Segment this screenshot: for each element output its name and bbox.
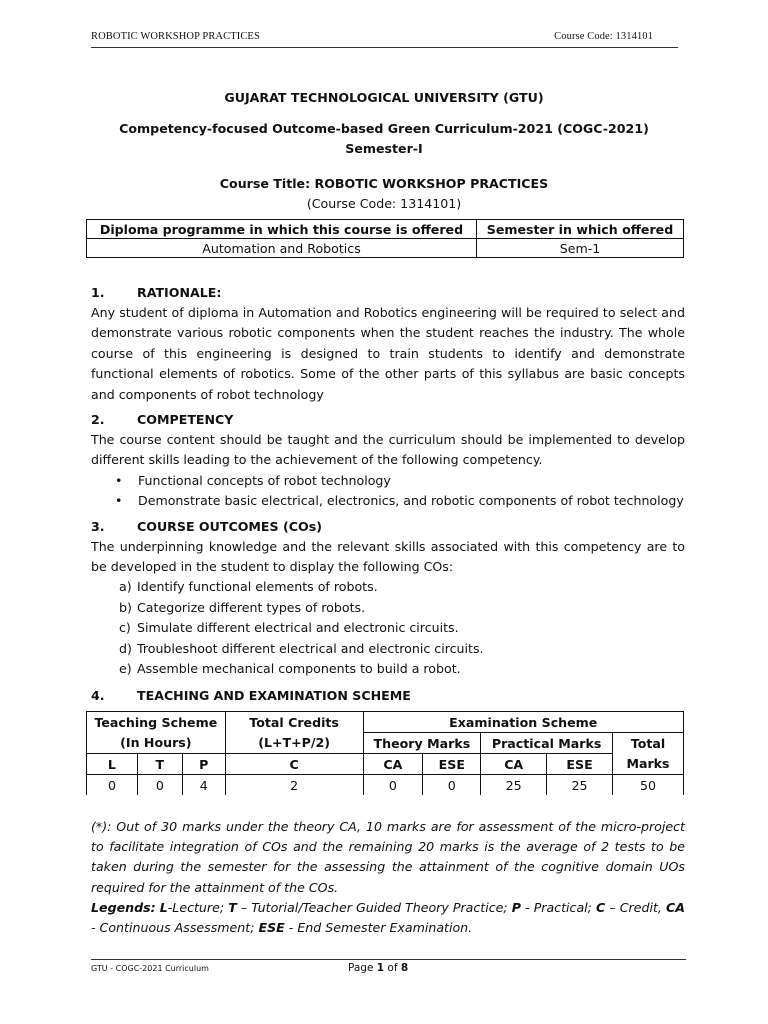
list-item: d) Troubleshoot different electrical and electronic circuits. xyxy=(119,640,484,656)
list-item: • Demonstrate basic electrical, electronics, and robotic components of robot technology xyxy=(91,491,685,511)
table-row xyxy=(87,733,684,754)
notes-block xyxy=(91,817,685,938)
col-t: T xyxy=(137,754,182,775)
table-row xyxy=(87,220,684,239)
header-course-name: ROBOTIC WORKSHOP PRACTICES xyxy=(91,31,260,42)
list-item: a) Identify functional elements of robots. xyxy=(119,579,378,595)
section-heading-rationale: 1. RATIONALE: xyxy=(91,285,222,300)
table-row xyxy=(87,712,684,733)
legends: Legends: L-Lecture; T – Tutorial/Teacher Guided Theory Practice; P - Practical; C – Credit, CA - Continuous Assessment; ESE - End Semester Examination. xyxy=(91,899,685,936)
value-practical-ca: 25 xyxy=(481,775,547,796)
section-heading-scheme: 4. TEACHING AND EXAMINATION SCHEME xyxy=(91,687,411,703)
bullet-icon: • xyxy=(115,472,123,488)
rationale-text: Any student of diploma in Automation and Robotics engineering will be required to select and demonstrate various robotic components when the student reaches the industry. The whole course of this engineering is designed to train students to identify and demonstrate functional elements of robotics. Some of the other parts of this syllabus are basic concepts and components of robot technology xyxy=(91,305,685,402)
outcomes-list xyxy=(91,577,685,679)
value-theory-ese: 0 xyxy=(423,775,481,796)
outcomes-text: The underpinning knowledge and the relevant skills associated with this competency are to be developed in the student to display the following COs: xyxy=(91,538,685,575)
offer-col1-header: Diploma programme in which this course is offered xyxy=(87,220,477,239)
practical-marks-header: Practical Marks xyxy=(481,733,613,754)
col-c: C xyxy=(225,754,363,775)
col-p: P xyxy=(182,754,225,775)
course-code: (Course Code: 1314101) xyxy=(306,196,462,211)
competency-text: The course content should be taught and the curriculum should be implemented to develop different skills leading to the achievement of the following competency. xyxy=(91,432,685,468)
semester-label: Semester-I xyxy=(345,141,423,156)
list-item: e) Assemble mechanical components to build a robot. xyxy=(119,661,461,677)
curriculum-name: Competency-focused Outcome-based Green Curriculum-2021 (COGC-2021) xyxy=(119,120,649,136)
teaching-scheme-header: Teaching Scheme xyxy=(87,712,226,733)
competency-list xyxy=(91,471,685,512)
value-theory-ca: 0 xyxy=(363,775,423,796)
title-block xyxy=(86,88,682,215)
list-item: b) Categorize different types of robots. xyxy=(119,599,366,615)
col-theory-ca: CA xyxy=(363,754,423,775)
list-item: • Functional concepts of robot technology xyxy=(91,471,685,491)
value-practical-ese: 25 xyxy=(547,775,613,796)
section-heading-competency: 2. COMPETENCY xyxy=(91,412,234,428)
col-theory-ese: ESE xyxy=(423,754,481,775)
list-item: c) Simulate different electrical and electronic circuits. xyxy=(119,620,459,636)
offer-col2-header: Semester in which offered xyxy=(477,220,684,239)
star-note: (*): Out of 30 marks under the theory CA, 10 marks are for assessment of the micro-project to facilitate integration of COs and the remaining 20 marks is the average of 2 tests to be taken during the semester for the assessing the attainment of the cognitive domain UOs required for the attainment of the COs. xyxy=(91,819,685,895)
marks-label: Marks xyxy=(613,754,684,775)
bullet-icon: • xyxy=(115,493,123,509)
university-name: GUJARAT TECHNOLOGICAL UNIVERSITY (GTU) xyxy=(224,90,544,105)
value-t: 0 xyxy=(137,775,182,796)
value-total: 50 xyxy=(613,775,684,796)
offer-semester-value: Sem-1 xyxy=(477,239,684,258)
col-practical-ese: ESE xyxy=(547,754,613,775)
header-course-code: Course Code: 1314101 xyxy=(554,31,653,42)
teaching-examination-table xyxy=(86,711,684,795)
table-row xyxy=(87,754,684,775)
running-header xyxy=(91,31,678,48)
offer-programme-value: Automation and Robotics xyxy=(87,239,477,258)
in-hours-label: (In Hours) xyxy=(87,733,226,754)
value-p: 4 xyxy=(182,775,225,796)
total-header: Total xyxy=(613,733,684,754)
course-title: Course Title: ROBOTIC WORKSHOP PRACTICES xyxy=(219,175,549,191)
section-heading-outcomes: 3. COURSE OUTCOMES (COs) xyxy=(91,518,322,534)
main-content xyxy=(91,283,685,706)
value-l: 0 xyxy=(87,775,138,796)
col-l: L xyxy=(87,754,138,775)
page-number: Page 1 of 8 xyxy=(348,962,409,974)
examination-scheme-header: Examination Scheme xyxy=(363,712,684,733)
programme-offer-table xyxy=(86,219,684,258)
credits-formula: (L+T+P/2) xyxy=(225,733,363,754)
page-footer xyxy=(91,959,686,977)
table-row xyxy=(87,239,684,258)
theory-marks-header: Theory Marks xyxy=(363,733,481,754)
footer-curriculum: GTU - COGC-2021 Curriculum xyxy=(91,964,209,973)
total-credits-header: Total Credits xyxy=(225,712,363,733)
table-row xyxy=(87,775,684,796)
value-c: 2 xyxy=(225,775,363,796)
col-practical-ca: CA xyxy=(481,754,547,775)
